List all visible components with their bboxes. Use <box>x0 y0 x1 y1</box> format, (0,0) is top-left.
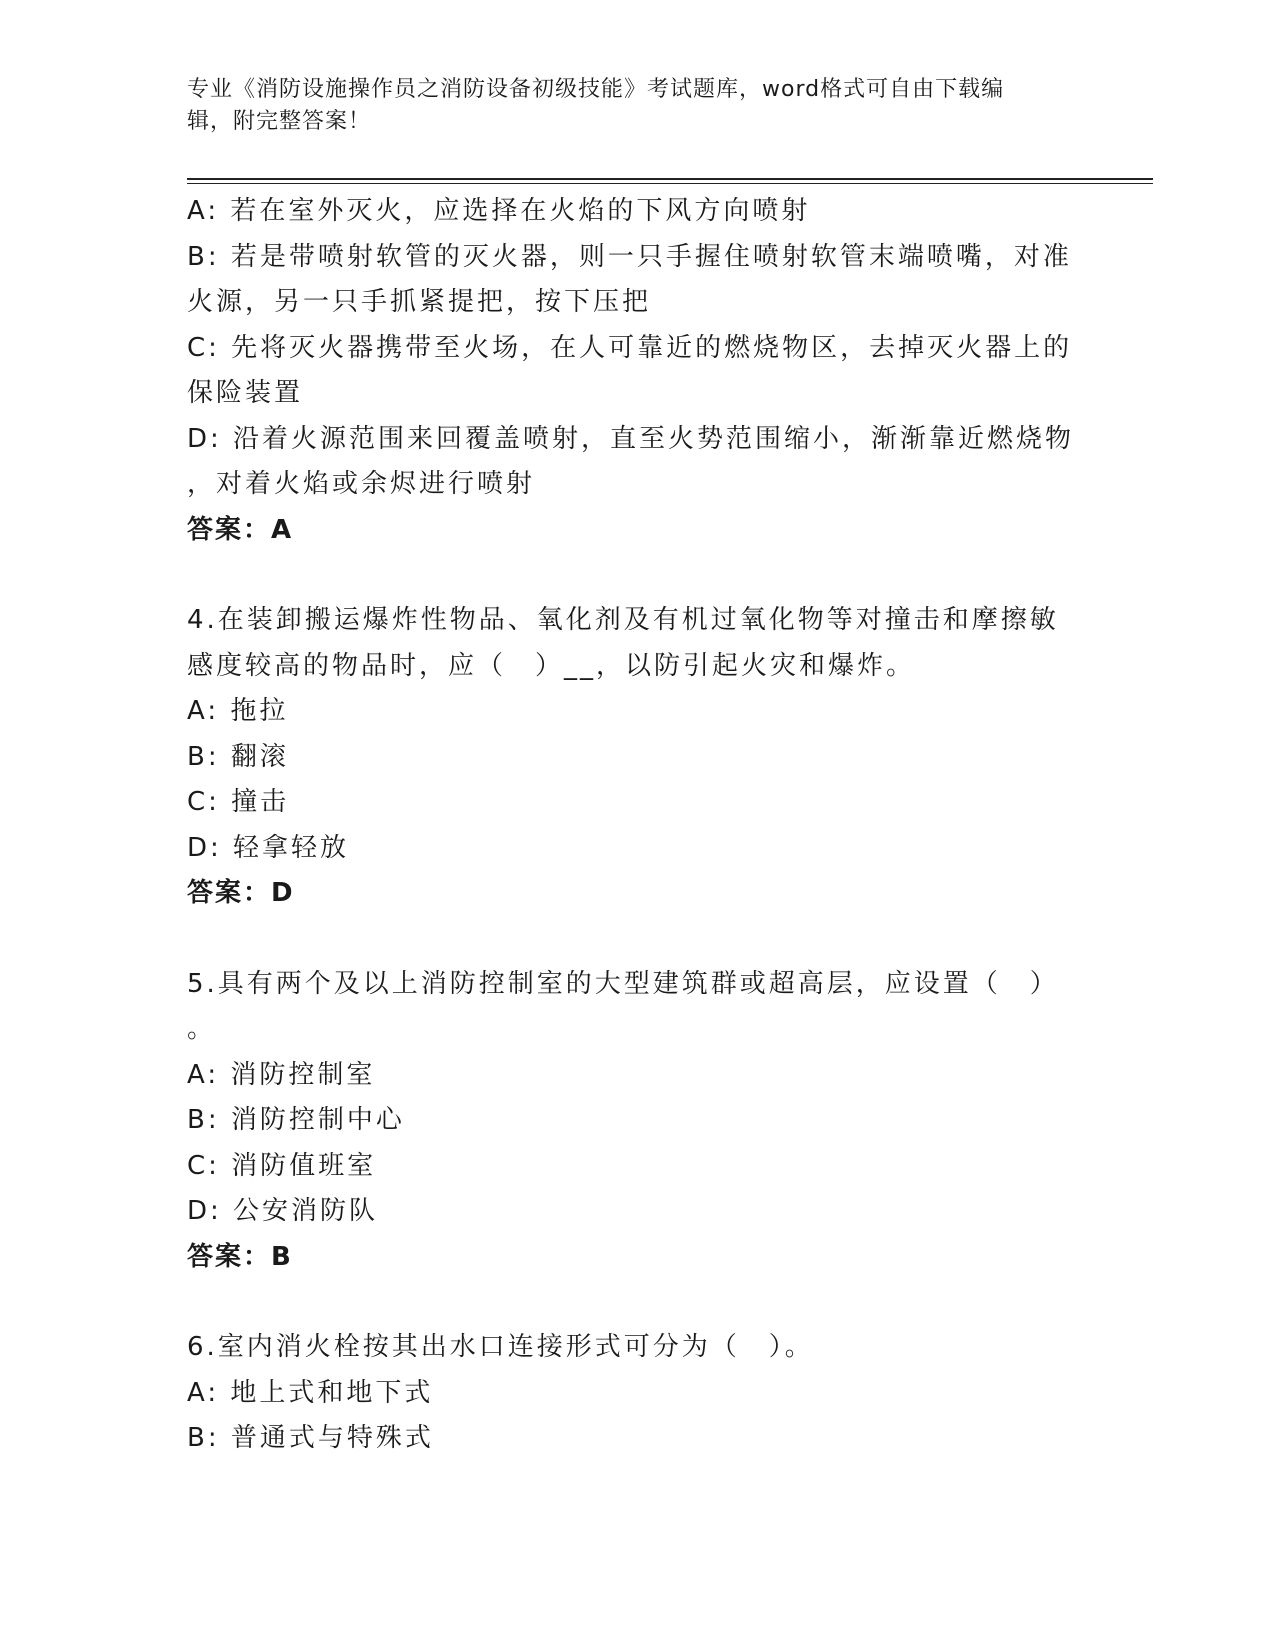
q5-option-d: D: 公安消防队 <box>187 1196 379 1226</box>
header-line-1: 专业《消防设施操作员之消防设备初级技能》考试题库，word格式可自由下载编 <box>187 77 1005 102</box>
question-6 <box>187 1325 1077 1462</box>
q5-answer: 答案：B <box>187 1241 293 1272</box>
q4-option-b: B: 翻滚 <box>187 741 289 772</box>
q5-option-b: B: 消防控制中心 <box>187 1105 405 1135</box>
q6-option-a: A: 地上式和地下式 <box>187 1377 434 1408</box>
question-3 <box>187 189 1077 553</box>
q4-stem-line2: 感度较高的物品时，应（ ）__，以防引起火灾和爆炸。 <box>187 650 916 681</box>
q5-option-a: A: 消防控制室 <box>187 1059 376 1090</box>
q6-option-b: B: 普通式与特殊式 <box>187 1423 434 1453</box>
q3-option-c-line1: C: 先将灭火器携带至火场，在人可靠近的燃烧物区，去掉灭火器上的 <box>187 332 1073 363</box>
question-4 <box>187 598 1077 917</box>
q3-option-c-line2: 保险装置 <box>187 378 304 408</box>
q3-option-a: A: 若在室外灭火，应选择在火焰的下风方向喷射 <box>187 196 811 226</box>
q3-answer: 答案：A <box>187 514 294 545</box>
q5-option-c: C: 消防值班室 <box>187 1150 377 1181</box>
q4-answer: 答案：D <box>187 878 295 908</box>
spacer <box>187 917 1077 962</box>
q3-option-b-line2: 火源，另一只手抓紧提把，按下压把 <box>187 287 652 317</box>
q4-option-c: C: 撞击 <box>187 787 290 817</box>
header-line-2: 辑，附完整答案！ <box>187 109 372 134</box>
q4-option-d: D: 轻拿轻放 <box>187 832 350 863</box>
q6-stem-line1: 6.室内消火栓按其出水口连接形式可分为（ ）。 <box>187 1332 814 1362</box>
q3-option-b-line1: B: 若是带喷射软管的灭火器，则一只手握住喷射软管末端喷嘴，对准 <box>187 241 1072 272</box>
header-rule-secondary <box>187 183 1153 184</box>
q5-stem-line2: 。 <box>187 1014 217 1044</box>
q4-option-a: A: 拖拉 <box>187 696 289 726</box>
q3-option-d-line2: ，对着火焰或余烬进行喷射 <box>187 469 536 499</box>
question-5 <box>187 962 1077 1281</box>
spacer <box>187 1280 1077 1325</box>
q5-stem-line1: 5.具有两个及以上消防控制室的大型建筑群或超高层，应设置（ ） <box>187 968 1059 999</box>
spacer <box>187 553 1077 598</box>
q3-option-d-line1: D: 沿着火源范围来回覆盖喷射，直至火势范围缩小，渐渐靠近燃烧物 <box>187 423 1075 454</box>
q4-stem-line1: 4.在装卸搬运爆炸性物品、氧化剂及有机过氧化物等对撞击和摩擦敏 <box>187 605 1059 635</box>
header-rule <box>187 178 1153 180</box>
page-header <box>187 74 1067 138</box>
question-content <box>187 189 1077 1462</box>
